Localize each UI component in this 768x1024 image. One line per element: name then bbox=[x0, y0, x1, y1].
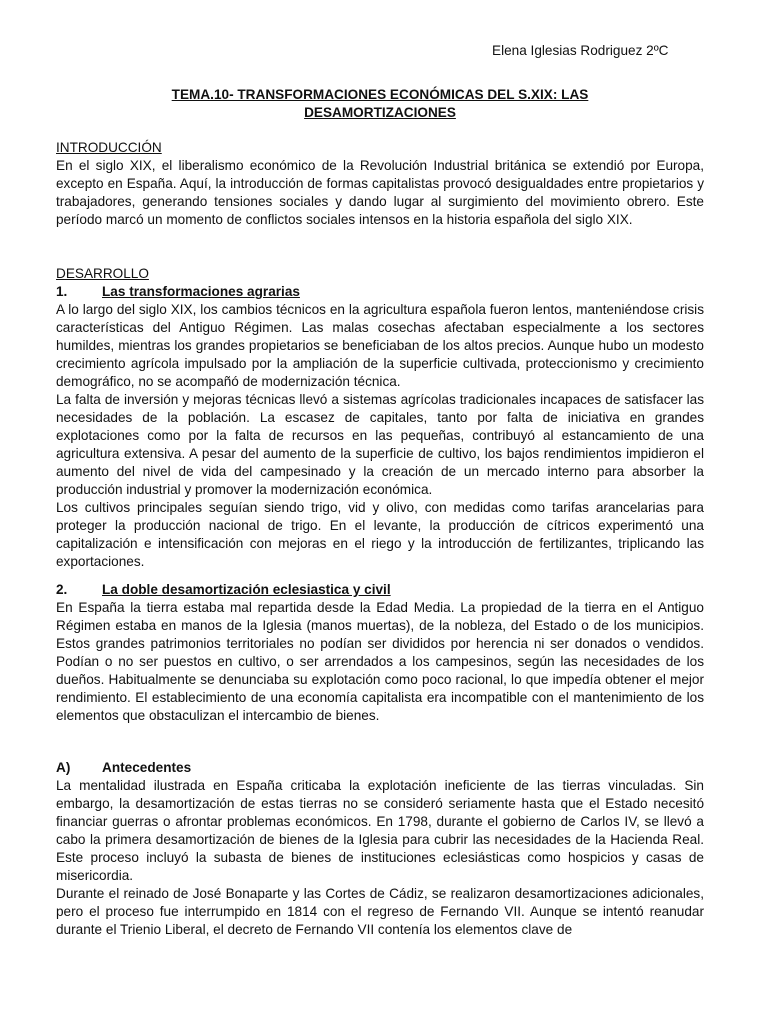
title-line-2: DESAMORTIZACIONES bbox=[304, 105, 456, 120]
section-1-paragraph-1: A lo largo del siglo XIX, los cambios técnicos en la agricultura española fueron lentos, manteniéndose crisis características del Antiguo Régimen. Las malas cosechas afectaban especialmente a los sectores humildes, mientras los grandes propietarios se beneficiaban de los altos precios. Aunque hubo un modesto crecimiento agrícola impulsado por la ampliación de la superficie cultivada, proteccionismo y crecimiento demográfico, no se acompañó de modernización técnica. bbox=[56, 302, 704, 389]
section-a-letter: A) bbox=[56, 760, 71, 775]
section-2 bbox=[56, 581, 704, 725]
section-a-heading bbox=[56, 759, 704, 777]
introduction-section bbox=[56, 139, 704, 229]
introduction-paragraph: En el siglo XIX, el liberalismo económico de la Revolución Industrial británica se extendió por Europa, excepto en España. Aquí, la introducción de formas capitalistas provocó desigualdades entre propietarios y trabajadores, generando tensiones sociales y dando lugar al surgimiento del movimiento obrero. Este período marcó un momento de conflictos sociales intensos en la historia española del siglo XIX. bbox=[56, 158, 704, 227]
section-a-title: Antecedentes bbox=[102, 760, 192, 775]
section-2-heading bbox=[56, 581, 704, 599]
document-title bbox=[56, 86, 704, 122]
document-page bbox=[56, 0, 704, 1024]
section-1-number: 1. bbox=[56, 284, 68, 299]
section-1-title: Las transformaciones agrarias bbox=[102, 284, 300, 299]
section-1-paragraph-2: La falta de inversión y mejoras técnicas llevó a sistemas agrícolas tradicionales incapaces de satisfacer las necesidades de la población. La escasez de capitales, tanto por falta de iniciativa en grandes explotaciones como por la falta de recursos en las pequeñas, contribuyó al estancamiento de una agricultura extensiva. A pesar del aumento de la superficie de cultivo, los bajos rendimientos impidieron el aumento del nivel de vida del campesinado y la creación de un mercado interno para absorber la producción industrial y promover la modernización económica. bbox=[56, 392, 704, 497]
section-1-paragraph-3: Los cultivos principales seguían siendo trigo, vid y olivo, con medidas como tarifas arancelarias para proteger la producción nacional de trigo. En el levante, la producción de cítricos experimentó una capitalización e intensificación con mejoras en el riego y la introducción de fertilizantes, triplicando las exportaciones. bbox=[56, 500, 704, 569]
section-a bbox=[56, 759, 704, 939]
section-2-paragraph-1: En España la tierra estaba mal repartida desde la Edad Media. La propiedad de la tierra en el Antiguo Régimen estaba en manos de la Iglesia (manos muertas), de la nobleza, del Estado o de los municipios. Estos grandes patrimonios territoriales no podían ser divididos por herencia ni ser donados o vendidos. Podían o no ser puestos en cultivo, o ser arrendados a los campesinos, según las necesidades de los dueños. Habitualmente se denunciaba su explotación como poco racional, lo que impedía obtener el mejor rendimiento. El establecimiento de una economía capitalista era incompatible con el mantenimiento de los elementos que obstaculizan el intercambio de bienes. bbox=[56, 600, 704, 723]
section-1-heading bbox=[56, 283, 704, 301]
development-section bbox=[56, 265, 704, 571]
section-a-paragraph-1: La mentalidad ilustrada en España criticaba la explotación ineficiente de las tierras vinculadas. Sin embargo, la desamortización de estas tierras no se consideró seriamente hasta que el Estado necesitó financiar guerras o afrontar problemas económicos. En 1798, durante el gobierno de Carlos IV, se llevó a cabo la primera desamortización de bienes de la Iglesia para cubrir las necesidades de la Hacienda Real. Este proceso incluyó la subasta de bienes de instituciones eclesiásticas como hospicios y casas de misericordia. bbox=[56, 778, 704, 883]
author-name: Elena Iglesias Rodriguez 2ºC bbox=[492, 43, 669, 58]
introduction-heading: INTRODUCCIÓN bbox=[56, 140, 162, 155]
development-heading: DESARROLLO bbox=[56, 266, 149, 281]
section-2-number: 2. bbox=[56, 582, 68, 597]
section-a-paragraph-2: Durante el reinado de José Bonaparte y las Cortes de Cádiz, se realizaron desamortizaciones adicionales, pero el proceso fue interrumpido en 1814 con el regreso de Fernando VII. Aunque se intentó reanudar durante el Trienio Liberal, el decreto de Fernando VII contenía los elementos clave de bbox=[56, 886, 704, 937]
section-2-title: La doble desamortización eclesiastica y civil bbox=[102, 582, 391, 597]
title-line-1: TEMA.10- TRANSFORMACIONES ECONÓMICAS DEL S.XIX: LAS bbox=[171, 87, 589, 102]
